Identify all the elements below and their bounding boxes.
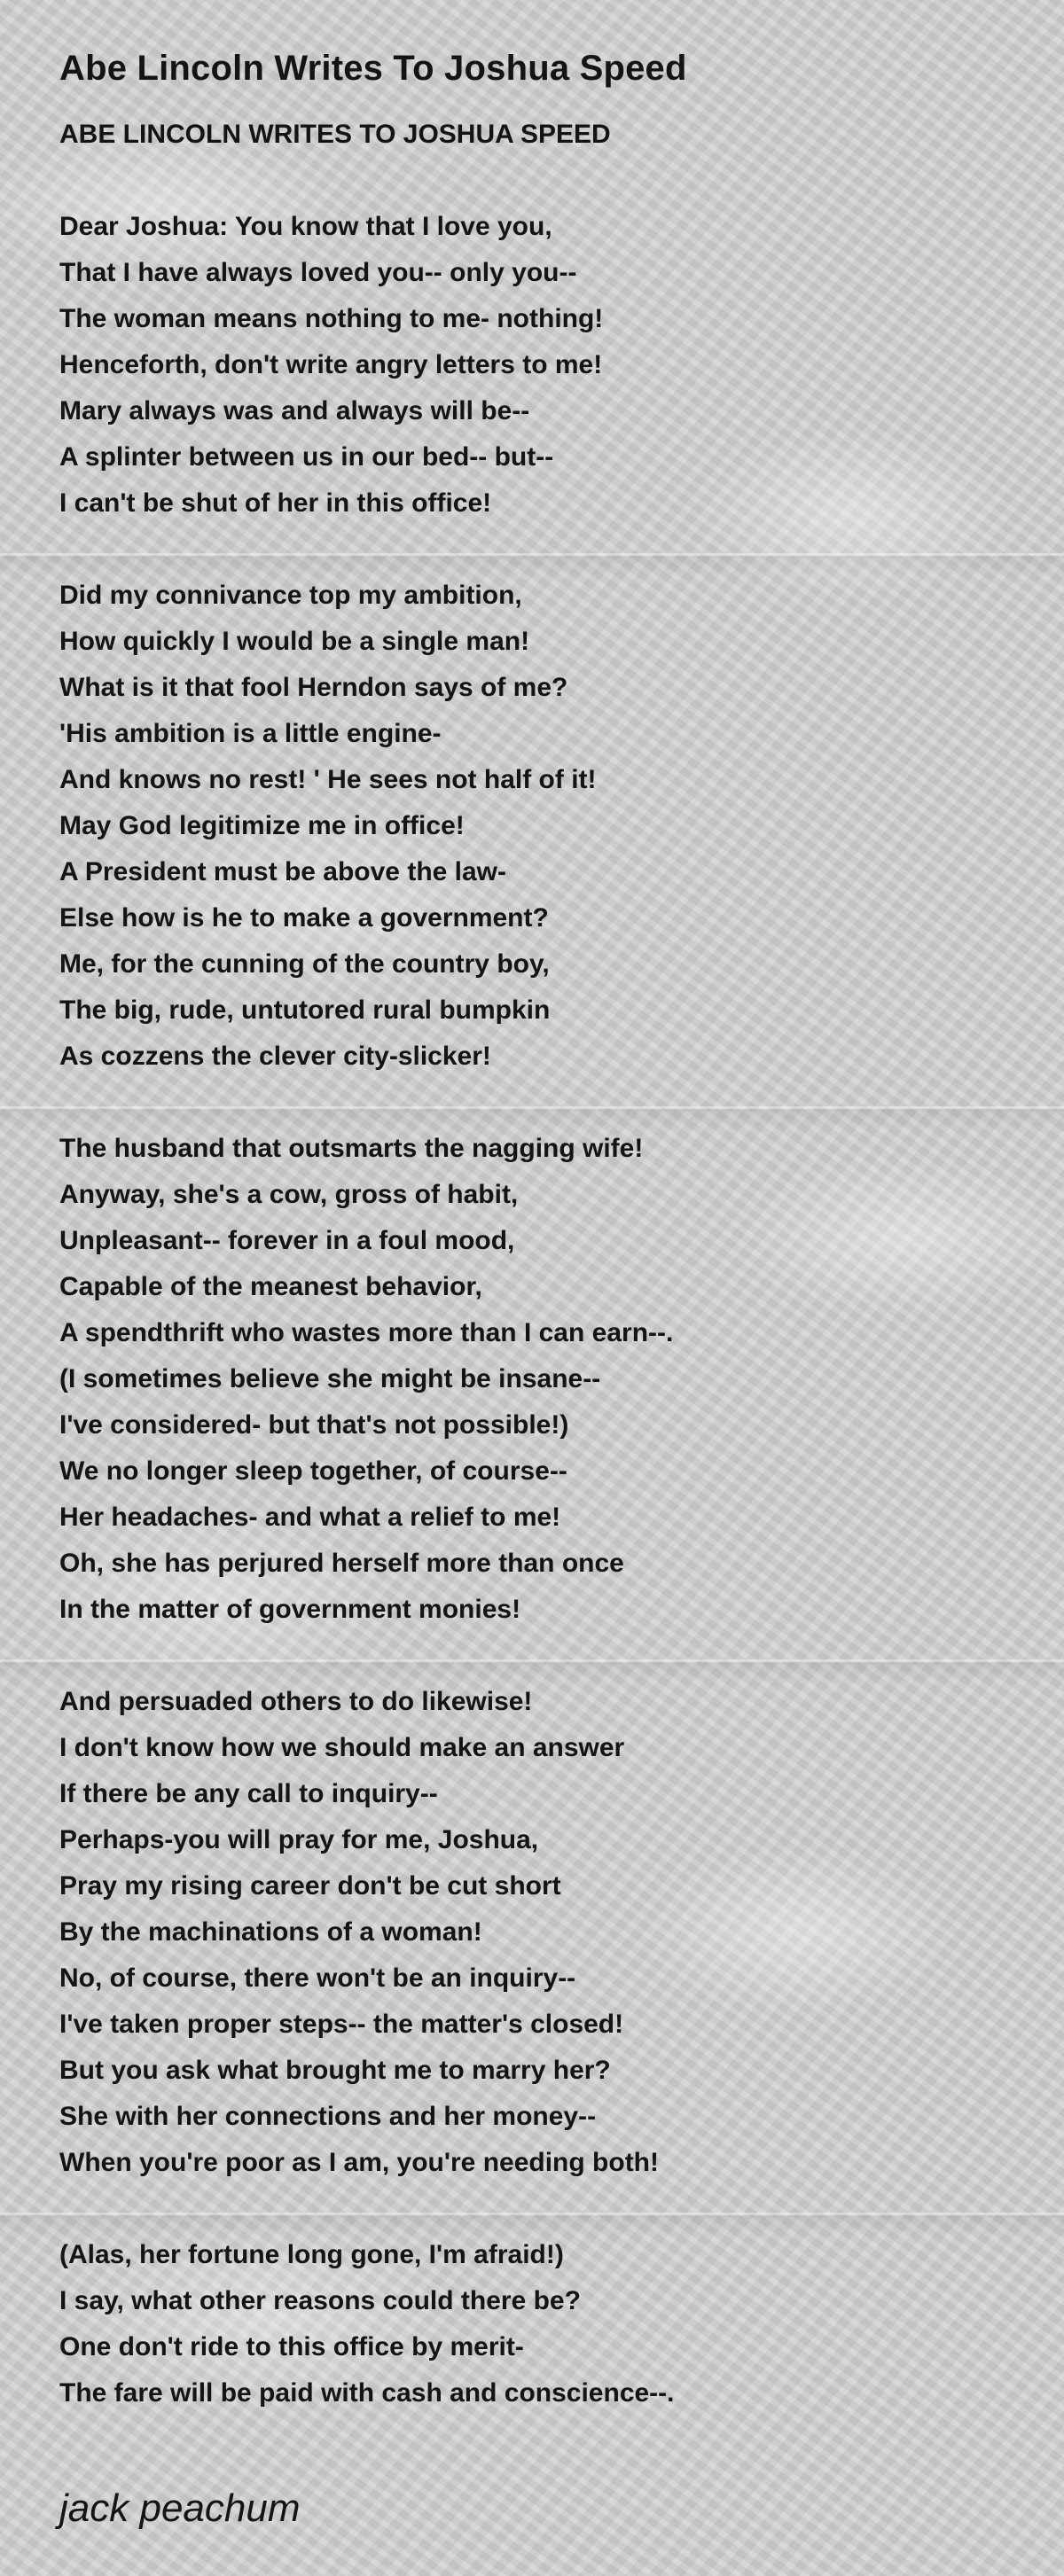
poem-line: Did my connivance top my ambition, <box>59 581 522 610</box>
poem-content <box>59 39 1017 2416</box>
poem-line: (I sometimes believe she might be insane-- <box>59 1364 601 1393</box>
poem-line: The fare will be paid with cash and conscience--. <box>59 2378 675 2408</box>
poem-line: I've considered- but that's not possible!) <box>59 1410 569 1440</box>
poem-line: Henceforth, don't write angry letters to me! <box>59 350 603 379</box>
poem-line: Me, for the cunning of the country boy, <box>59 949 550 979</box>
poem-author: jack peachum <box>59 2486 301 2530</box>
poem-stanza <box>59 1126 1017 1633</box>
poem-line: The woman means nothing to me- nothing! <box>59 304 604 333</box>
poem-line: I don't know how we should make an answer <box>59 1733 625 1762</box>
poem-stanza <box>59 204 1017 527</box>
poem-line: We no longer sleep together, of course-- <box>59 1456 567 1486</box>
poem-stanza <box>59 1679 1017 2186</box>
poem-line: I've taken proper steps-- the matter's closed! <box>59 2010 624 2039</box>
poem-title: Abe Lincoln Writes To Joshua Speed <box>59 49 687 88</box>
poem-line: I can't be shut of her in this office! <box>59 488 492 518</box>
poem-line: A spendthrift who wastes more than I can earn--. <box>59 1318 674 1347</box>
poem-stanza <box>59 2232 1017 2416</box>
poem-line: Perhaps-you will pray for me, Joshua, <box>59 1825 539 1854</box>
poem-line: And knows no rest! ' He sees not half of it! <box>59 765 597 794</box>
poem-line: Her headaches- and what a relief to me! <box>59 1503 561 1532</box>
poem-line: Else how is he to make a government? <box>59 903 549 933</box>
poem-line: Oh, she has perjured herself more than once <box>59 1549 624 1578</box>
poem-line: May God legitimize me in office! <box>59 811 465 840</box>
poem-line: But you ask what brought me to marry her? <box>59 2056 611 2085</box>
poem-line: Dear Joshua: You know that I love you, <box>59 212 552 241</box>
poem-line: Anyway, she's a cow, gross of habit, <box>59 1180 519 1209</box>
poem-line: No, of course, there won't be an inquiry-- <box>59 1963 576 1993</box>
poem-line: Pray my rising career don't be cut short <box>59 1871 561 1901</box>
poem-line: When you're poor as I am, you're needing both! <box>59 2148 659 2177</box>
poem-line: What is it that fool Herndon says of me? <box>59 673 568 702</box>
poem-line: I say, what other reasons could there be? <box>59 2286 581 2315</box>
poem-stanza <box>59 573 1017 1080</box>
poem-line: One don't ride to this office by merit- <box>59 2332 524 2361</box>
poem-line: A President must be above the law- <box>59 857 507 886</box>
poem-line: Unpleasant-- forever in a foul mood, <box>59 1226 515 1255</box>
poem-line: And persuaded others to do likewise! <box>59 1687 533 1716</box>
poem-line: Capable of the meanest behavior, <box>59 1272 482 1301</box>
poem-line: The husband that outsmarts the nagging wife! <box>59 1134 644 1163</box>
poem-line: Mary always was and always will be-- <box>59 396 530 425</box>
poem-line: A splinter between us in our bed-- but-- <box>59 442 554 472</box>
poem-line: In the matter of government monies! <box>59 1595 521 1624</box>
poem-body <box>59 204 1017 2416</box>
poem-line: The big, rude, untutored rural bumpkin <box>59 995 551 1025</box>
poem-line: She with her connections and her money-- <box>59 2102 597 2131</box>
poem-line: If there be any call to inquiry-- <box>59 1779 438 1808</box>
poem-heading: ABE LINCOLN WRITES TO JOSHUA SPEED <box>59 120 611 149</box>
poem-line: (Alas, her fortune long gone, I'm afraid!) <box>59 2240 564 2269</box>
poem-line: How quickly I would be a single man! <box>59 627 530 656</box>
poem-line: That I have always loved you-- only you-- <box>59 258 577 287</box>
poem-line: 'His ambition is a little engine- <box>59 719 442 748</box>
poem-line: By the machinations of a woman! <box>59 1917 482 1947</box>
poem-line: As cozzens the clever city-slicker! <box>59 1042 491 1071</box>
